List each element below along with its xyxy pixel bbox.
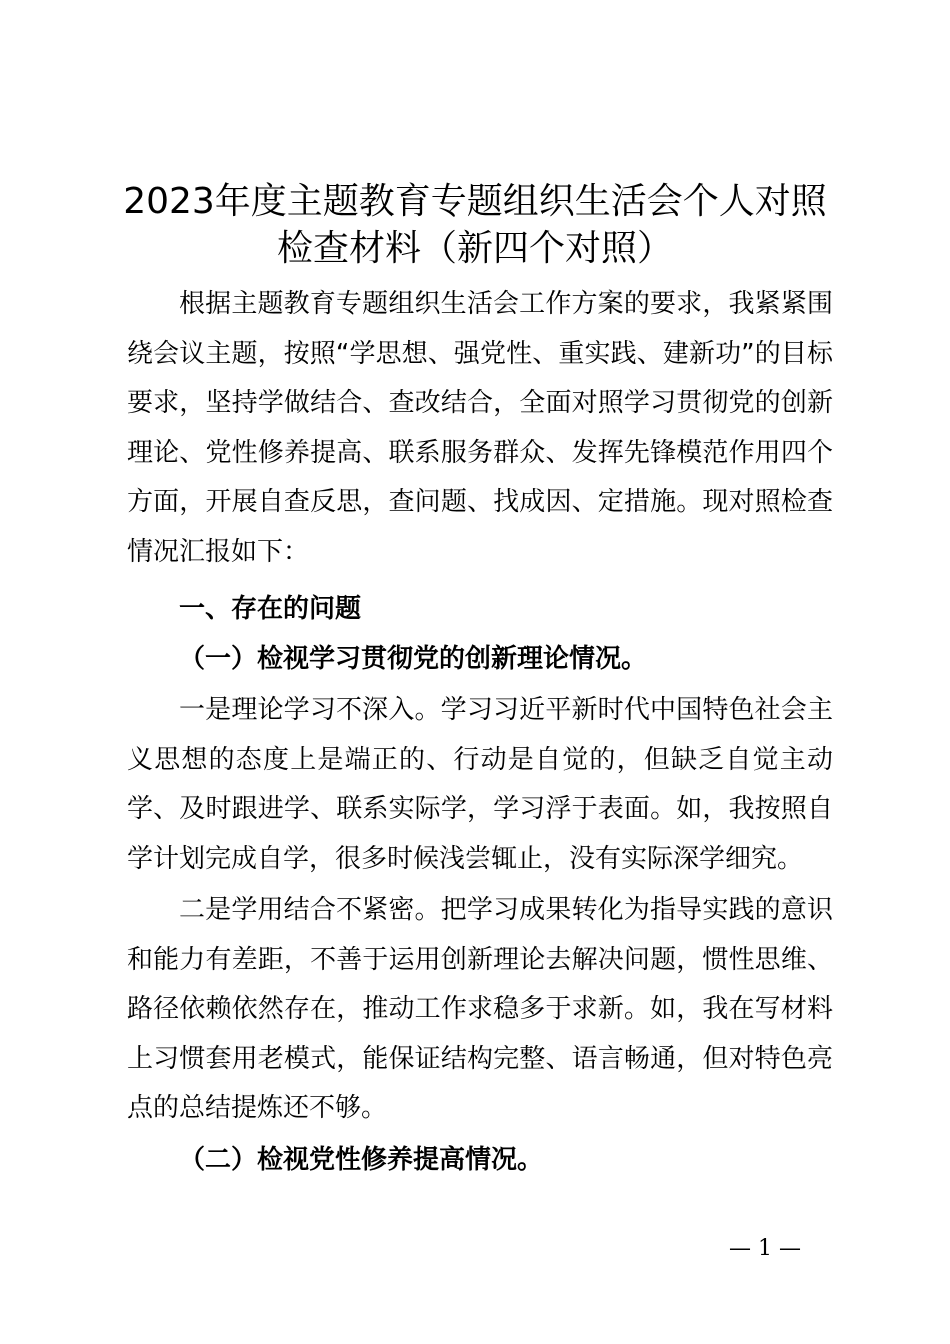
paragraph-study-application: 二是学用结合不紧密。把学习成果转化为指导实践的意识和能力有差距，不善于运用创新理论去解决问题，惯性思维、路径依赖依然存在，推动工作求稳多于求新。如，我在写材料上习惯套用老模式，能保证结构完整、语言畅通，但对特色亮点的总结提炼还不够。: [127, 895, 833, 1123]
subsection-heading-theory: （一）检视学习贯彻党的创新理论情况。: [179, 643, 648, 674]
intro-paragraph: 根据主题教育专题组织生活会工作方案的要求，我紧紧围绕会议主题，按照“学思想、强党性、重实践、建新功”的目标要求，坚持学做结合、查改结合，全面对照学习贯彻党的创新理论、党性修养提高、联系服务群众、发挥先锋模范作用四个方面，开展自查反思，查问题、找成因、定措施。现对照检查情况汇报如下：: [127, 289, 833, 567]
title-line-2: 检查材料（新四个对照）: [276, 228, 673, 269]
page-number: — 1 —: [729, 1236, 801, 1261]
subsection-heading-party-spirit: （二）检视党性修养提高情况。: [179, 1144, 544, 1175]
document-title: [100, 178, 850, 272]
section-heading-problems: 一、存在的问题: [179, 594, 362, 624]
title-line-1: 2023年度主题教育专题组织生活会个人对照: [123, 181, 827, 222]
document-body: [127, 280, 833, 1185]
paragraph-theory-study: 一是理论学习不深入。学习习近平新时代中国特色社会主义思想的态度上是端正的、行动是自觉的，但缺乏自觉主动学、及时跟进学、联系实际学，学习浮于表面。如，我按照自学计划完成自学，很多时候浅尝辄止，没有实际深学细究。: [127, 695, 833, 874]
